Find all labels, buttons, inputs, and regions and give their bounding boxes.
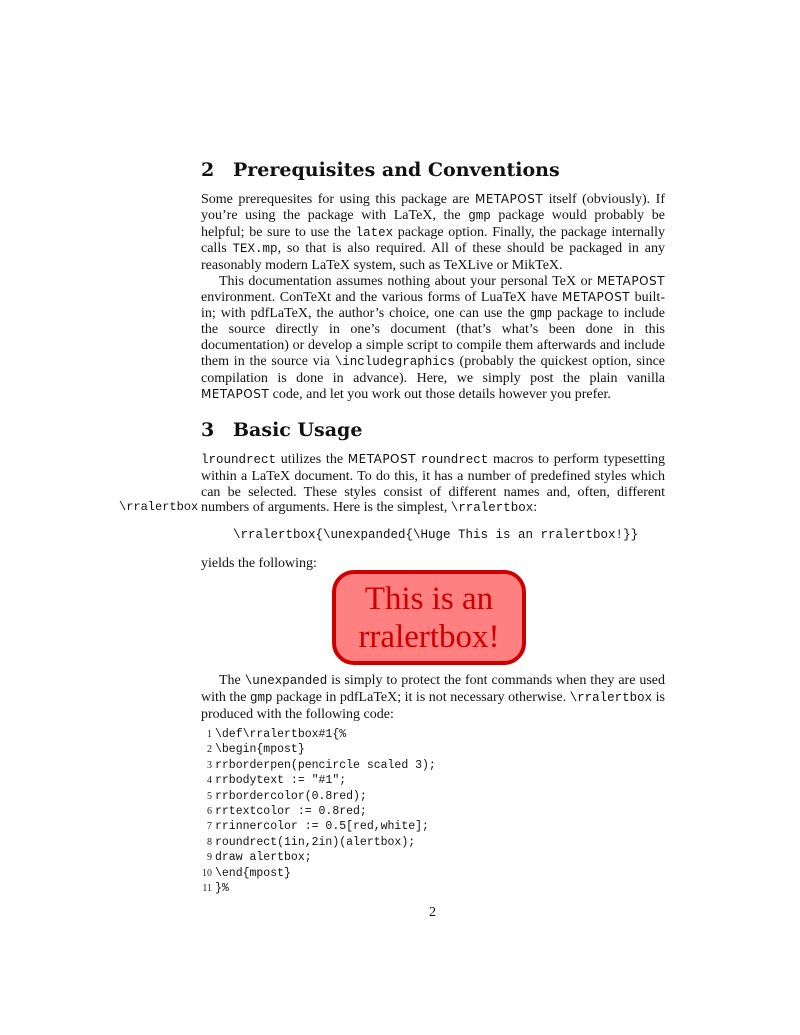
line-number: 7: [207, 821, 212, 833]
code-line: [200, 804, 436, 819]
line-number: 6: [207, 805, 212, 817]
code-line: [200, 835, 436, 850]
text-run: environment.: [201, 289, 280, 305]
text-run: , the author’s choice, one can use the: [307, 305, 530, 321]
text-run: macros to perform typesetting within a: [201, 452, 666, 484]
text-run: system, such as: [350, 258, 444, 274]
line-number: 2: [207, 744, 212, 756]
code-text: rrinnercolor := 0.5[red,white];: [215, 820, 429, 834]
text-run: or: [493, 258, 512, 274]
code-text: \end{mpost}: [215, 866, 291, 880]
rralertbox-example: [332, 570, 526, 665]
section-3-body-2: [201, 673, 665, 722]
text-run: package option. Finally, the package internally calls: [201, 224, 665, 257]
section-2-body: [201, 192, 665, 402]
section-3-body: [201, 452, 665, 517]
text-run: , so that is also required. All of these should be packaged in any reasonably modern: [201, 241, 666, 274]
margin-note: \rralertbox: [119, 500, 199, 514]
code-text: rrbordercolor(0.8red);: [215, 789, 367, 803]
code-line: [200, 727, 436, 742]
section-title: Prerequisites and Conventions: [233, 159, 560, 181]
line-number: 5: [207, 790, 212, 802]
paragraph-prerequisites: [201, 192, 665, 274]
gmp-package-name: gmp: [250, 690, 273, 705]
line-number: 9: [207, 852, 212, 864]
text-run: itself (obviously). If you’re using the package with: [201, 192, 665, 223]
text-run: (probably the quickest option, since compilation is done in advance). Here, we simply post the plain vanilla: [201, 353, 665, 386]
pdflatex-logo: pdfLaTeX: [250, 305, 308, 321]
text-run: or: [576, 273, 597, 289]
text-run: package to include the source directly in one’s document (that’s what’s been done in this documentation) or develop a simple script to compile them afterwards and include them in the source via: [201, 305, 666, 369]
line-number: 3: [207, 759, 212, 771]
section-3-heading: [201, 418, 665, 442]
line-number: 1: [207, 729, 212, 740]
metapost-logo: METAPOST: [561, 289, 631, 304]
code-line: [200, 742, 436, 757]
text-run: package would probably be helpful; be sure to use the: [201, 207, 665, 240]
text-run: and the various forms of: [330, 289, 481, 305]
code-line: [200, 866, 436, 881]
metapost-logo: METAPOST: [347, 452, 416, 466]
texlive-name: TeXLive: [443, 258, 494, 274]
paragraph-unexpanded: [201, 673, 665, 722]
yields-text: yields the following:: [201, 556, 317, 571]
gmp-package-name: gmp: [529, 306, 553, 321]
metapost-logo: METAPOST: [201, 386, 270, 401]
text-run: code, and let you work out those details however you prefer.: [269, 386, 611, 402]
line-number: 8: [207, 836, 212, 848]
code-text: \def\rralertbox#1{%: [215, 728, 347, 741]
latex-logo: LaTeX: [393, 207, 433, 223]
context-logo: ConTeXt: [279, 289, 331, 305]
code-text: rrborderpen(pencircle scaled 3);: [215, 758, 436, 772]
line-number: 11: [202, 882, 212, 894]
tex-logo: TeX: [552, 273, 577, 289]
text-run: The: [219, 673, 245, 688]
text-run: Some prerequesites for using this package are: [201, 192, 475, 207]
code-line: [200, 881, 436, 896]
rralertbox-command: \rralertbox: [569, 690, 653, 705]
code-line: [200, 819, 436, 834]
pdflatex-logo: pdfLaTeX: [339, 689, 398, 705]
line-number: 10: [202, 867, 212, 879]
luatex-logo: LuaTeX: [480, 289, 527, 305]
code-text: rrtextcolor := 0.8red;: [215, 804, 367, 818]
text-run: package in: [272, 689, 340, 705]
text-run: .: [559, 258, 563, 274]
text-run: utilizes the: [276, 452, 348, 467]
unexpanded-command: \unexpanded: [244, 674, 328, 688]
text-run: , the: [432, 207, 469, 223]
text-run: This documentation assumes nothing about your personal: [219, 273, 553, 289]
miktex-name: MikTeX: [511, 258, 560, 274]
text-run: is produced with the following code:: [201, 689, 665, 722]
latex-logo: LaTeX: [311, 258, 351, 274]
metapost-logo: METAPOST: [474, 192, 544, 206]
section-2: [201, 158, 665, 182]
line-number: 4: [207, 775, 212, 787]
text-run: document. To do this, it has a number of predefined styles which can be selected. These styles consist of different names and, often, different numbers of arguments. Here is the simplest,: [201, 468, 665, 516]
code-line: [200, 789, 436, 804]
code-line: [200, 758, 436, 773]
alertbox-text: This is an rralertbox!: [358, 580, 500, 655]
text-run: built-in; with: [201, 289, 665, 321]
text-run: have: [526, 289, 562, 305]
code-line: [200, 773, 436, 788]
code-text: roundrect(1in,2in)(alertbox);: [215, 835, 416, 849]
text-run: ; it is not necessary otherwise.: [397, 689, 570, 705]
latex-logo: LaTeX: [251, 468, 291, 484]
code-text: rrbodytext := "#1";: [215, 774, 347, 788]
text-run: :: [533, 500, 538, 516]
rralertbox-command: \rralertbox: [450, 501, 534, 516]
section-3: [201, 418, 665, 442]
metapost-logo: METAPOST: [596, 273, 665, 288]
roundrect-name: roundrect: [420, 453, 489, 467]
section-number: 3: [201, 419, 215, 441]
display-code: \rralertbox{\unexpanded{\Huge This is an rralertbox!}}: [233, 528, 639, 542]
code-text: \begin{mpost}: [215, 743, 305, 757]
section-number: 2: [201, 159, 215, 181]
paragraph-basic-usage: [201, 452, 665, 517]
tex-mp-file: TEX.mp: [232, 242, 278, 257]
text-run: is simply to protect the font commands when they are used with the: [201, 673, 665, 705]
section-2-heading: [201, 158, 665, 182]
code-text: draw alertbox;: [215, 851, 312, 865]
lroundrect-name: lroundrect: [201, 453, 277, 467]
code-line: [200, 850, 436, 865]
paragraph-assumptions: [201, 274, 665, 402]
section-title: Basic Usage: [233, 419, 363, 441]
includegraphics-command: \includegraphics: [334, 354, 455, 369]
latex-option: latex: [355, 225, 394, 240]
page-number: 2: [429, 905, 436, 920]
code-listing: [200, 727, 436, 896]
code-text: }%: [215, 881, 229, 895]
gmp-package-name: gmp: [468, 208, 491, 223]
